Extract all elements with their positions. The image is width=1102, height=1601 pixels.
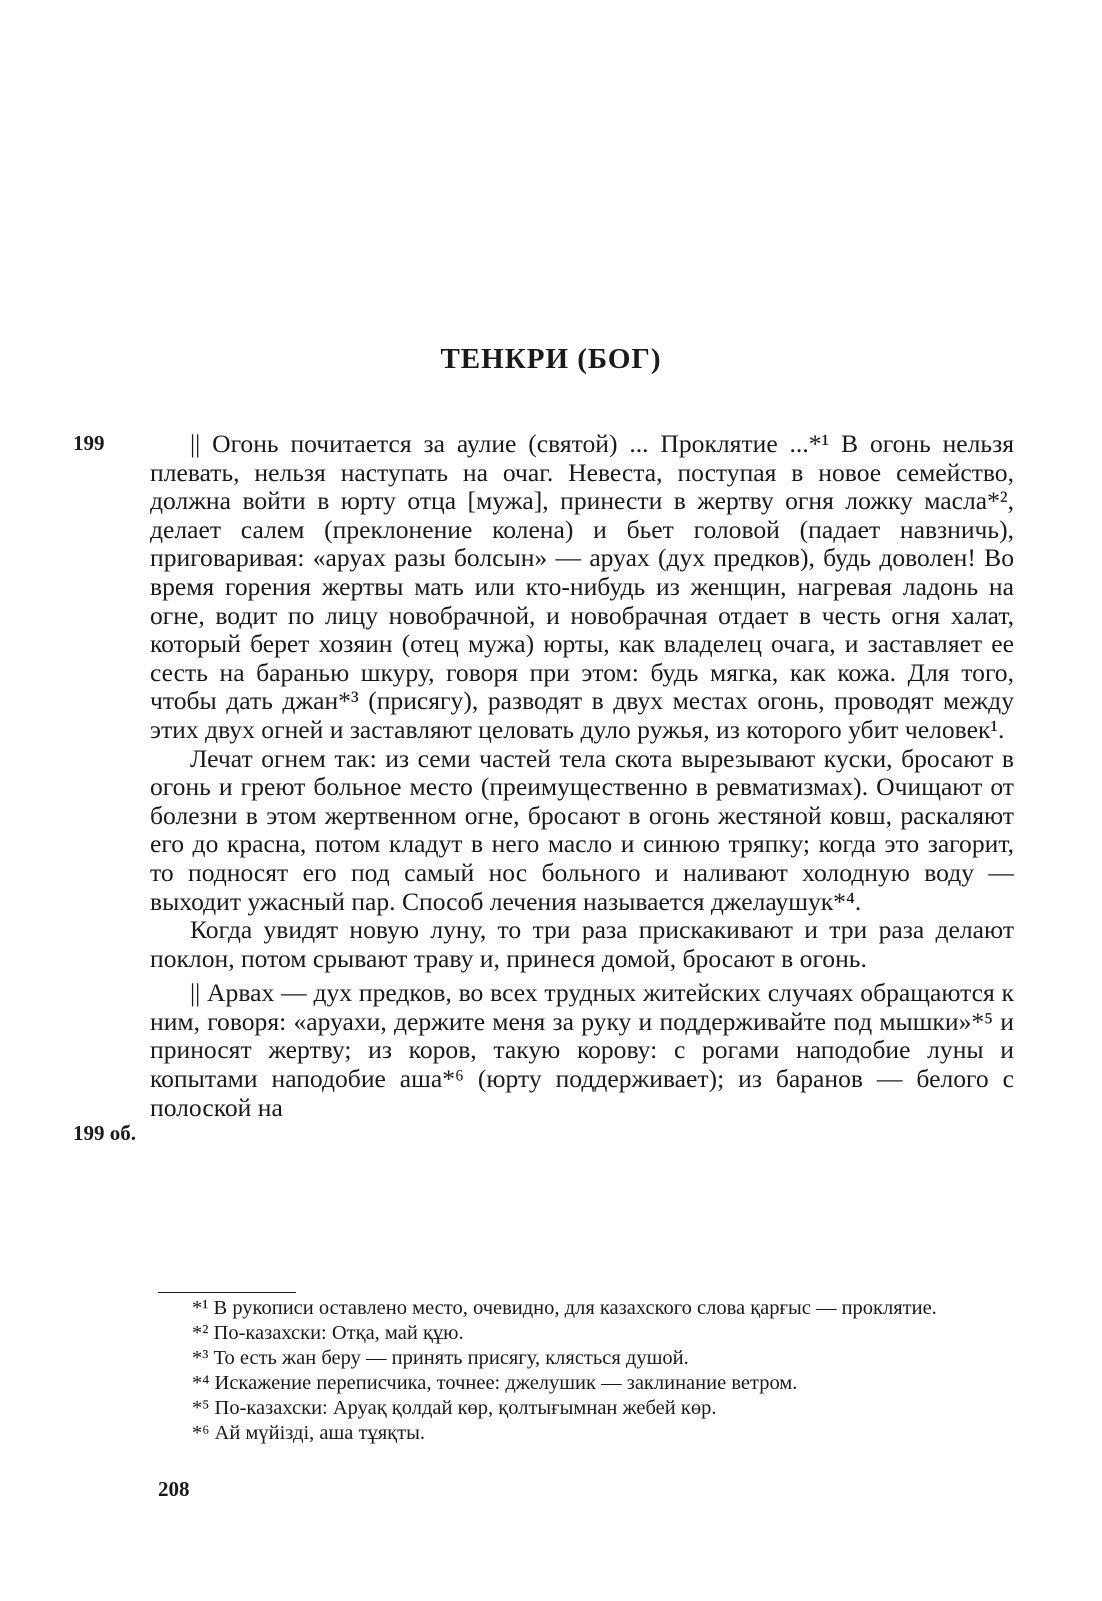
paragraph-fire-veneration: || Огонь почитается за аулие (святой) ... Проклятие ...*¹ В огонь нельзя плевать, нельзя наступать на очаг. Невеста, поступая в новое семейство, должна войти в юрту отца [мужа], принести в жертву огня ложку масла*², делает салем (преклонение колена) и бьет головой (падает навзничь), приговаривая: «аруах разы болсын» — аруах (дух предков), будь доволен! Во время горения жертвы мать или кто-нибудь из женщин, нагревая ладонь на огне, водит по лицу новобрачной, и новобрачная отдает в честь огня халат, который берет хозяин (отец мужа) юрты, как владелец очага, и заставляет ее сесть на баранью шкуру, говоря при этом: будь мягка, как кожа. Для того, чтобы дать джан*³ (присягу), разводят в двух местах огонь, проводят между этих двух огней и заставляют целовать дуло ружья, из которого убит человек¹. — [150, 429, 1014, 744]
folio-marker-199-verso: 199 об. — [73, 1121, 136, 1145]
footnote-1: *¹ В рукописи оставлено место, очевидно, для казахского слова қарғыс — проклятие. — [192, 1297, 937, 1319]
page-number: 208 — [158, 1477, 190, 1501]
paragraph-fire-healing: Лечат огнем так: из семи частей тела скота вырезывают куски, бросают в огонь и греют больное место (преимущественно в ревматизмах). Очищают от болезни в этом жертвенном огне, бросают в огонь жестяной ковш, раскаляют его до красна, потом кладут в него масло и синюю тряпку; когда это загорит, то подносят его под самый нос больного и наливают холодную воду — выходит ужасный пар. Способ лечения называется джелаушук*⁴. — [150, 743, 1014, 916]
footnote-3: *³ То есть жан беру — принять присягу, клясться душой. — [192, 1347, 689, 1369]
paragraph-arvakh: || Арвах — дух предков, во всех трудных житейских случаях обращаются к ним, говоря: «аруахи, держите меня за руку и поддерживайте под мышки»*⁵ и приносят жертву; из коров, такую корову: с рогами наподобие луны и копытами наподобие аша*⁶ (юрту поддерживает); из баранов — белого с полоской на — [150, 978, 1014, 1122]
chapter-heading: ТЕНКРИ (БОГ) — [440, 343, 662, 375]
footnote-divider — [158, 1292, 296, 1293]
footnote-4: *⁴ Искажение переписчика, точнее: джелушик — заклинание ветром. — [192, 1372, 798, 1394]
footnote-2: *² По-казахски: Отқа, май құю. — [192, 1322, 464, 1344]
footnote-5: *⁵ По-казахски: Аруақ қолдай көр, қолтығымнан жебей көр. — [192, 1397, 717, 1419]
paragraph-new-moon: Когда увидят новую луну, то три раза прискакивают и три раза делают поклон, потом срывают траву и, принеся домой, бросают в огонь. — [150, 915, 1014, 973]
footnotes — [136, 1296, 1012, 1446]
folio-marker-199: 199 — [73, 431, 105, 455]
main-text — [150, 430, 1014, 1122]
footnote-6: *⁶ Ай мүйізді, аша тұяқты. — [192, 1422, 425, 1444]
